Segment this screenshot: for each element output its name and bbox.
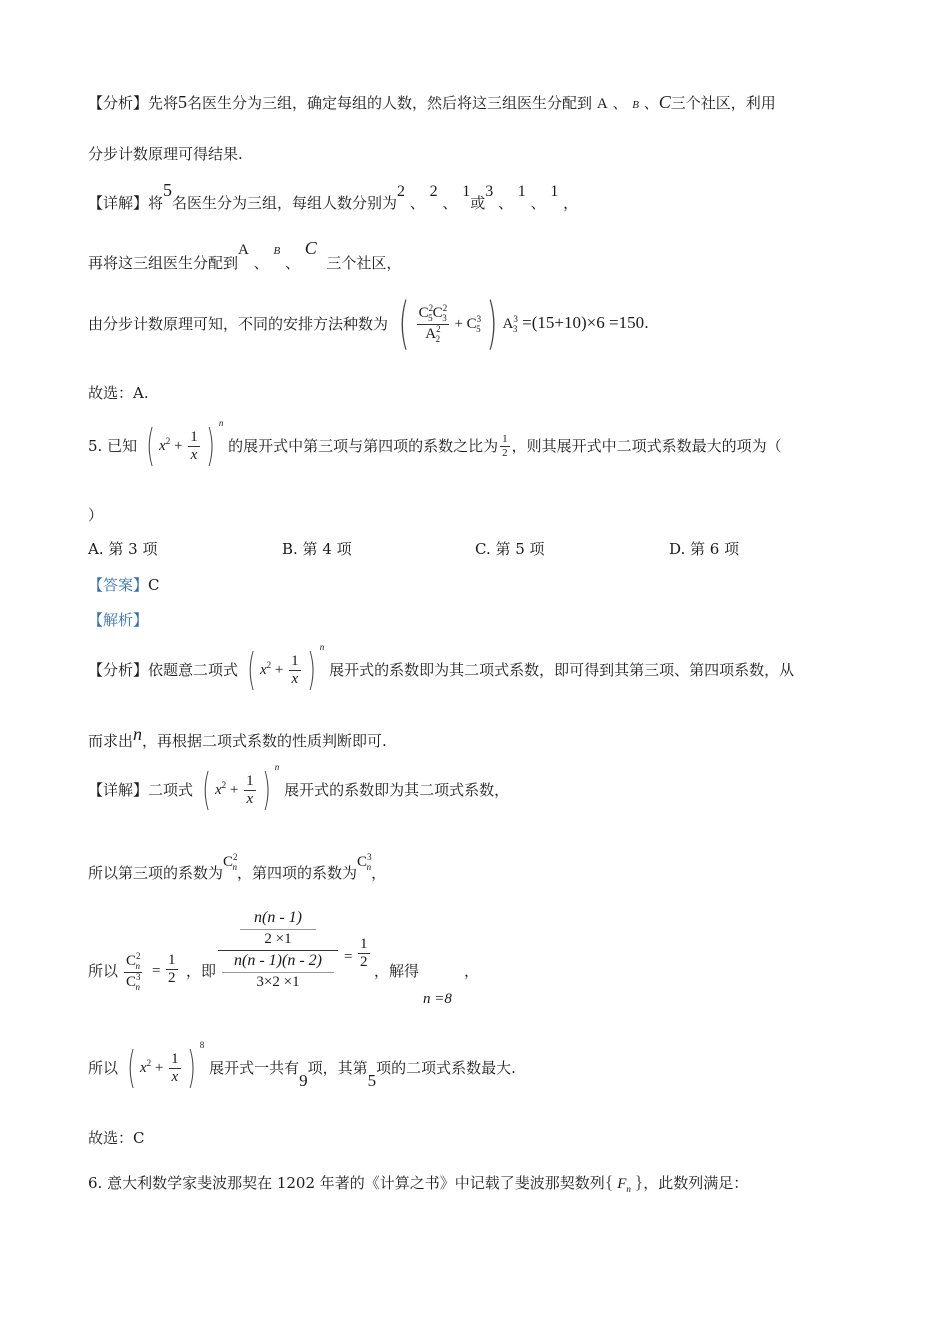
detail2-line1: 【详解】二项式 ( $x^2$ + $\frac{1}{x}$ ) $^n$ 展开式的系数即为其二项式系数， (88, 762, 510, 815)
answer-tag-line (88, 576, 160, 594)
ratio-c-fraction: $\frac{C^2_n}{C^3_n}$ (126, 951, 141, 992)
binomial-expression: ( $x^2$ + $\frac{1}{x}$ ) $^n$ (146, 418, 224, 471)
compound-fraction: n(n - 1) 2 ×1 n(n - 1)(n - 2) 3×2 ×1 (218, 908, 338, 991)
answer-line-2: 故选：C (88, 1129, 145, 1147)
solution-n: n =8 (423, 991, 452, 1007)
arrangement-formula: ( $\frac{C^2_5C^2_3}{A^2_2}$ + $C^3_5$) $A^3_3 =(15+10)\times 6 =150$. (398, 291, 649, 356)
answer-tag: 【答案】 (88, 576, 149, 594)
analysis2-line2: 而求出n，再根据二项式系数的性质判断即可. (88, 724, 387, 750)
analysis-tag: 【分析】 (88, 94, 149, 112)
detail1-line1: 【详解】将5名医生分为三组，每组人数分别为2 、 2 、 1或3 、 1 、 1 ， (88, 180, 579, 212)
question-6-line1: 6. 意大利数学家斐波那契在 1202 年著的《计算之书》中记载了斐波那契数列{ $F_n$ }，此数列满足： (88, 1172, 749, 1194)
option-c[interactable]: C. 第 5 项 (475, 540, 545, 558)
option-a[interactable]: A. 第 3 项 (88, 540, 158, 558)
question-5-options (88, 540, 868, 562)
binomial-expression: ( $x^2$ + $\frac{1}{x}$ ) $^n$ (202, 762, 280, 815)
detail2-line2: 所以第三项的系数为$C^2_n$，第四项的系数为$C^3_n$， (88, 852, 387, 882)
analysis1-line1: 【分析】先将5名医生分为三组，确定每组的人数，然后将这三组医生分配到 A 、 B 、C三个社区，利用 (88, 92, 776, 112)
answer-value: C (148, 576, 160, 594)
combination-c-n-2: $C^2_n$ (223, 852, 238, 872)
explain-tag-line (88, 611, 148, 629)
sequence-fn: { $F_n$ } (604, 1172, 644, 1194)
binomial-expression-8: ( $x^2$ + $\frac{1}{x}$ ) $^8$ (127, 1040, 205, 1093)
analysis1-line2: 分步计数原理可得结果. (88, 145, 243, 163)
detail1-line2: 再将这三组医生分配到A 、 B 、 C 三个社区， (88, 238, 402, 272)
detail1-line3: 由分步计数原理可知，不同的安排方法种数为 ( $\frac{C^2_5C^2_3}{A^2_2}$ + $C^3_5$) $A^3_3 =(15+10)\times 6 =150$. (88, 291, 649, 356)
detail2-line4: 所以 ( $x^2$ + $\frac{1}{x}$ ) $^8$ 展开式一共有9项，其第5项的二项式系数最大. (88, 1040, 516, 1093)
analysis2-line1: 【分析】依题意二项式 ( $x^2$ + $\frac{1}{x}$ ) $^n$ 展开式的系数即为其二项式系数，即可得到其第三项、第四项系数，从 (88, 642, 795, 695)
question-5-line2: ） (88, 506, 104, 524)
option-d[interactable]: D. 第 6 项 (669, 540, 740, 558)
answer-line-1: 故选：A. (88, 384, 149, 402)
question-5-line1: 5. 已知 ( $x^2$ + $\frac{1}{x}$ ) $^n$ 的展开式中第三项与第四项的系数之比为 $\frac{1}{2}$ ，则其展开式中二项式系数最大的项为（ (88, 418, 782, 471)
ratio-fraction: $\frac{1}{2}$ (502, 433, 508, 459)
binomial-expression: ( $x^2$ + $\frac{1}{x}$ ) $^n$ (247, 642, 325, 695)
combination-c-n-3: $C^3_n$ (357, 852, 372, 872)
option-b[interactable]: B. 第 4 项 (282, 540, 352, 558)
explain-tag: 【解析】 (88, 611, 149, 629)
detail-tag: 【详解】 (88, 194, 149, 212)
